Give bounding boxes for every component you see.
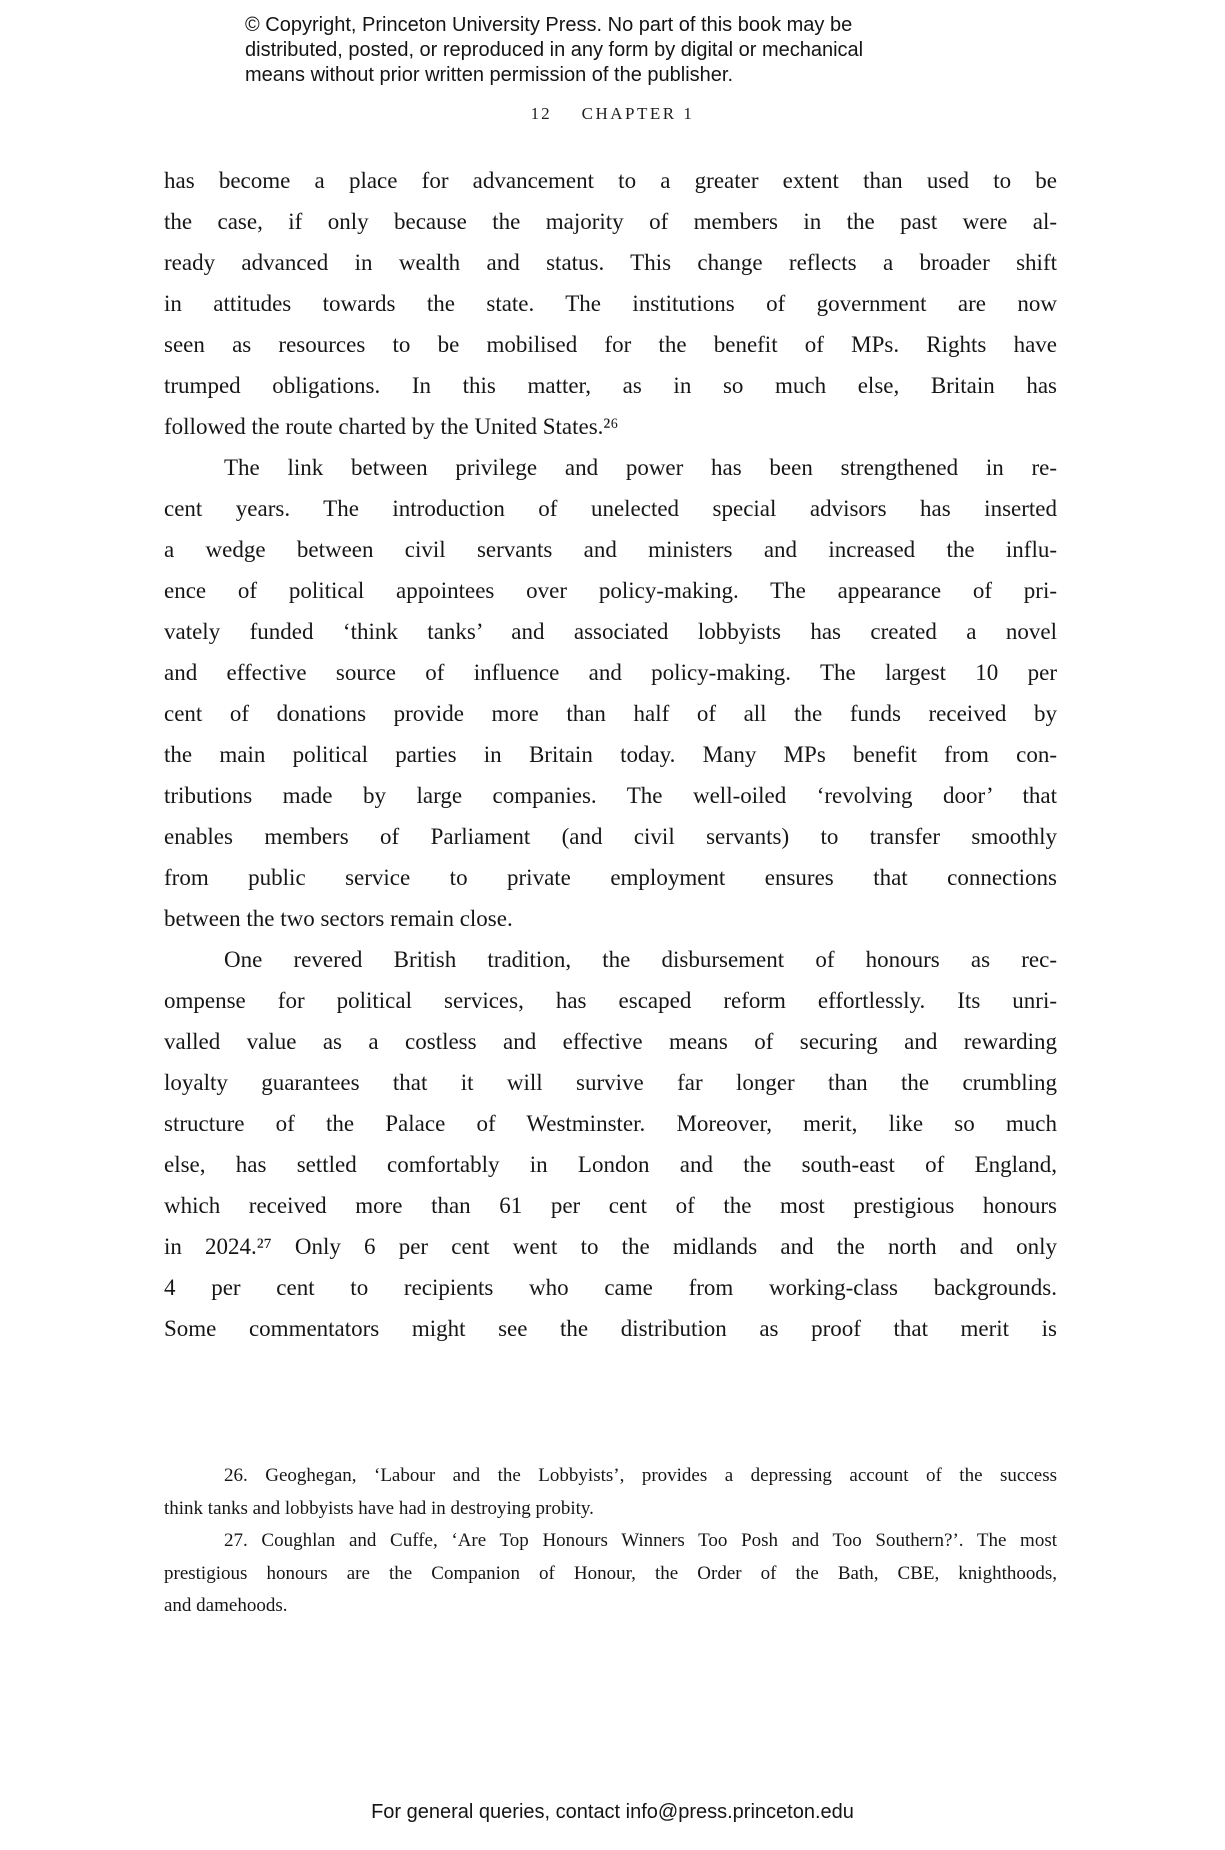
text-line: structure of the Palace of Westminster. Moreover, merit, like so much — [164, 1111, 1057, 1136]
text-line: in attitudes towards the state. The institutions of government are now — [164, 291, 1057, 316]
page-footer — [0, 1801, 1225, 1824]
text-line: 27. Coughlan and Cuffe, ‘Are Top Honours Winners Too Posh and Too Southern?’. The most — [224, 1530, 1057, 1551]
text-line: between the two sectors remain close. — [164, 906, 513, 931]
text-line: has become a place for advancement to a greater extent than used to be — [164, 168, 1057, 193]
text-line: a wedge between civil servants and ministers and increased the influ- — [164, 537, 1057, 562]
copyright-line: means without prior written permission of the publisher. — [245, 64, 734, 86]
text-line: tributions made by large companies. The well-oiled ‘revolving door’ that — [164, 783, 1057, 808]
text-line: followed the route charted by the United States.²⁶ — [164, 414, 619, 439]
text-line: the main political parties in Britain today. Many MPs benefit from con- — [164, 742, 1057, 767]
text-line: which received more than 61 per cent of the most prestigious honours — [164, 1193, 1057, 1218]
text-line: ompense for political services, has escaped reform effortlessly. Its unri- — [164, 988, 1057, 1013]
running-header — [0, 104, 1225, 124]
text-line: 4 per cent to recipients who came from working-class backgrounds. — [164, 1275, 1057, 1300]
text-line: The link between privilege and power has been strengthened in re- — [224, 455, 1057, 480]
text-line: prestigious honours are the Companion of Honour, the Order of the Bath, CBE, knighthoods, — [164, 1562, 1057, 1584]
text-line: and effective source of influence and policy-making. The largest 10 per — [164, 660, 1057, 685]
text-line: else, has settled comfortably in London and the south-east of England, — [164, 1152, 1057, 1177]
text-line: cent years. The introduction of unelected special advisors has inserted — [164, 496, 1057, 521]
text-line: valled value as a costless and effective means of securing and rewarding — [164, 1029, 1057, 1054]
text-line: in 2024.²⁷ Only 6 per cent went to the midlands and the north and only — [164, 1234, 1057, 1259]
body-text — [164, 160, 1057, 1349]
text-line: vately funded ‘think tanks’ and associated lobbyists has created a novel — [164, 619, 1057, 644]
paragraph — [164, 1460, 1057, 1525]
text-line: think tanks and lobbyists have had in destroying probity. — [164, 1497, 594, 1519]
text-line: ready advanced in wealth and status. This change reflects a broader shift — [164, 250, 1057, 275]
text-line: 26. Geoghegan, ‘Labour and the Lobbyists’, provides a depressing account of the success — [224, 1465, 1057, 1486]
text-line: and damehoods. — [164, 1595, 288, 1616]
footer-contact-text: For general queries, contact info@press.princeton.edu — [371, 1801, 854, 1823]
paragraph — [164, 1525, 1057, 1623]
footnote-section — [164, 1460, 1057, 1623]
chapter-heading: CHAPTER 1 — [581, 104, 695, 123]
text-line: trumped obligations. In this matter, as in so much else, Britain has — [164, 373, 1057, 398]
paragraph — [164, 939, 1057, 1349]
text-line: loyalty guarantees that it will survive far longer than the crumbling — [164, 1070, 1057, 1095]
text-line: Some commentators might see the distribution as proof that merit is — [164, 1316, 1057, 1341]
copyright-line: © Copyright, Princeton University Press. No part of this book may be — [245, 14, 853, 36]
text-line: from public service to private employment ensures that connections — [164, 865, 1057, 890]
copyright-line: distributed, posted, or reproduced in any form by digital or mechanical — [245, 39, 864, 61]
page-number: 12 — [530, 104, 552, 123]
copyright-notice — [245, 13, 975, 88]
text-line: seen as resources to be mobilised for the benefit of MPs. Rights have — [164, 332, 1057, 357]
text-line: cent of donations provide more than half of all the funds received by — [164, 701, 1057, 726]
paragraph — [164, 160, 1057, 447]
text-line: One revered British tradition, the disbursement of honours as rec- — [224, 947, 1057, 972]
paragraph — [164, 447, 1057, 939]
text-line: enables members of Parliament (and civil servants) to transfer smoothly — [164, 824, 1057, 849]
text-line: the case, if only because the majority of members in the past were al- — [164, 209, 1057, 234]
text-line: ence of political appointees over policy-making. The appearance of pri- — [164, 578, 1057, 603]
